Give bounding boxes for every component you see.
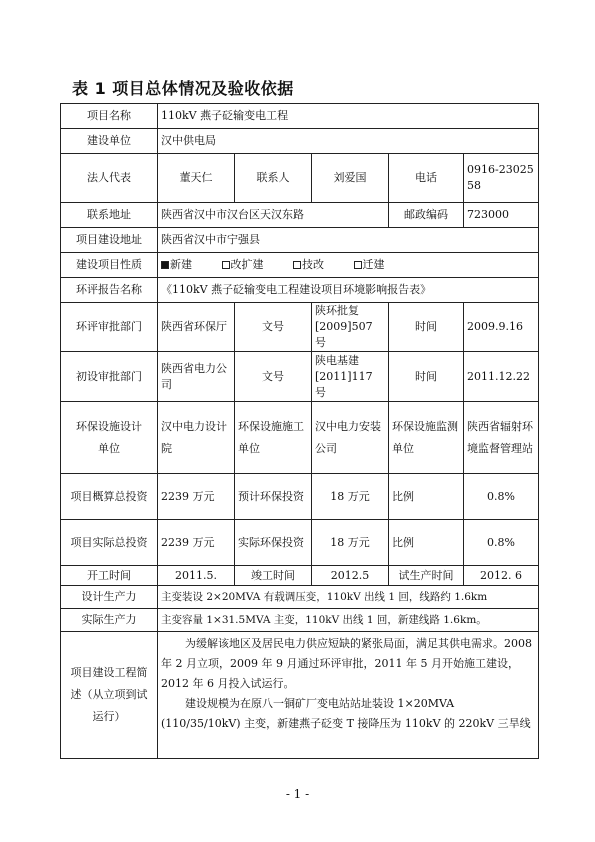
finish-label: 竣工时间 [235,566,312,586]
row-address [61,203,539,228]
design-time-label: 时间 [389,352,464,402]
address-label: 联系地址 [61,203,158,228]
actual-capacity-value: 主变容量 1×31.5MVA 主变，110kV 出线 1 回，新建线路 1.6km。 [158,609,539,632]
nature-option-expansion[interactable]: 改扩建 [222,257,264,273]
eia-approval-label: 环评审批部门 [61,303,158,352]
builder-value: 汉中供电局 [158,129,539,154]
actual-ratio-value: 0.8% [464,520,539,566]
row-site [61,228,539,253]
eia-time-value: 2009.9.16 [464,303,539,352]
actual-capacity-label: 实际生产力 [61,609,158,632]
design-time-value: 2011.12.22 [464,352,539,402]
design-docno-value: 陕电基建[2011]117 号 [312,352,389,402]
row-nature [61,253,539,278]
table-title: 表 1 项目总体情况及验收依据 [72,79,294,98]
eia-time-label: 时间 [389,303,464,352]
row-design-approval [61,352,539,402]
budget-env-label: 预计环保投资 [235,474,312,520]
nature-label: 建设项目性质 [61,253,158,278]
project-name-value: 110kV 燕子砭输变电工程 [158,104,539,129]
design-capacity-label: 设计生产力 [61,586,158,609]
design-approval-dept: 陕西省电力公司 [158,352,235,402]
legal-rep-value: 董天仁 [158,154,235,203]
nature-option-retrofit[interactable]: 技改 [293,257,324,273]
nature-options [158,253,539,278]
facility-design-value: 汉中电力设计院 [158,402,235,474]
row-schedule [61,566,539,586]
budget-total: 2239 万元 [158,474,235,520]
eia-docno-value: 陕环批复[2009]507 号 [312,303,389,352]
facility-design-label: 环保设施设计单位 [61,402,158,474]
facility-monitor-label: 环保设施监测单位 [389,402,464,474]
site-value: 陕西省汉中市宁强县 [158,228,539,253]
postcode-value: 723000 [464,203,539,228]
row-process [61,632,539,759]
contact-label: 联系人 [235,154,312,203]
eia-name-value: 《110kV 燕子砭输变电工程建设项目环境影响报告表》 [158,278,539,303]
phone-value: 0916-2302558 [464,154,539,203]
budget-ratio-label: 比例 [389,474,464,520]
row-eia-approval [61,303,539,352]
project-name-label: 项目名称 [61,104,158,129]
eia-docno-label: 文号 [235,303,312,352]
row-budget [61,474,539,520]
budget-label: 项目概算总投资 [61,474,158,520]
builder-label: 建设单位 [61,129,158,154]
site-label: 项目建设地址 [61,228,158,253]
budget-ratio-value: 0.8% [464,474,539,520]
postcode-label: 邮政编码 [389,203,464,228]
nature-option-new[interactable]: 新建 [161,257,192,273]
process-label: 项目建设工程简述（从立项到试运行） [61,632,158,759]
trial-value: 2012. 6 [464,566,539,586]
eia-name-label: 环评报告名称 [61,278,158,303]
actual-ratio-label: 比例 [389,520,464,566]
facility-construct-value: 汉中电力安装公司 [312,402,389,474]
row-actual [61,520,539,566]
checkbox-empty-icon [293,261,301,269]
process-paragraph: 建设规模为在原八一铜矿厂变电站站址装设 1×20MVA (110/35/10kV) 主变，新建燕子砭变 T 接降压为 110kV 的 220kV 三旱线 [161,697,531,730]
nature-option-relocation[interactable]: 迁建 [354,257,385,273]
actual-env-label: 实际环保投资 [235,520,312,566]
budget-env-value: 18 万元 [312,474,389,520]
design-capacity-value: 主变装设 2×20MVA 有载调压变，110kV 出线 1 回，线路约 1.6km [158,586,539,609]
row-actual-capacity [61,609,539,632]
finish-value: 2012.5 [312,566,389,586]
eia-approval-dept: 陕西省环保厅 [158,303,235,352]
project-summary-table [60,103,539,759]
legal-rep-label: 法人代表 [61,154,158,203]
row-builder [61,129,539,154]
actual-env-value: 18 万元 [312,520,389,566]
facility-construct-label: 环保设施施工单位 [235,402,312,474]
address-value: 陕西省汉中市汉台区天汉东路 [158,203,389,228]
row-design-capacity [61,586,539,609]
start-label: 开工时间 [61,566,158,586]
design-docno-label: 文号 [235,352,312,402]
actual-label: 项目实际总投资 [61,520,158,566]
row-facility [61,402,539,474]
row-legal [61,154,539,203]
phone-label: 电话 [389,154,464,203]
facility-monitor-value: 陕西省辐射环境监督管理站 [464,402,539,474]
process-description [158,632,539,759]
checkbox-empty-icon [354,261,362,269]
checkbox-checked-icon [161,261,169,269]
actual-total: 2239 万元 [158,520,235,566]
row-project-name [61,104,539,129]
process-paragraph: 为缓解该地区及居民电力供应短缺的紧张局面，满足其供电需求。2008 年 2 月立项，2009 年 9 月通过环评审批，2011 年 5 月开始施工建设，2012 年 6 月投入试运行。 [161,637,532,690]
start-value: 2011.5. [158,566,235,586]
design-approval-label: 初设审批部门 [61,352,158,402]
trial-label: 试生产时间 [389,566,464,586]
page-number: - 1 - [285,787,310,801]
row-eia-name [61,278,539,303]
contact-value: 刘爱国 [312,154,389,203]
checkbox-empty-icon [222,261,230,269]
